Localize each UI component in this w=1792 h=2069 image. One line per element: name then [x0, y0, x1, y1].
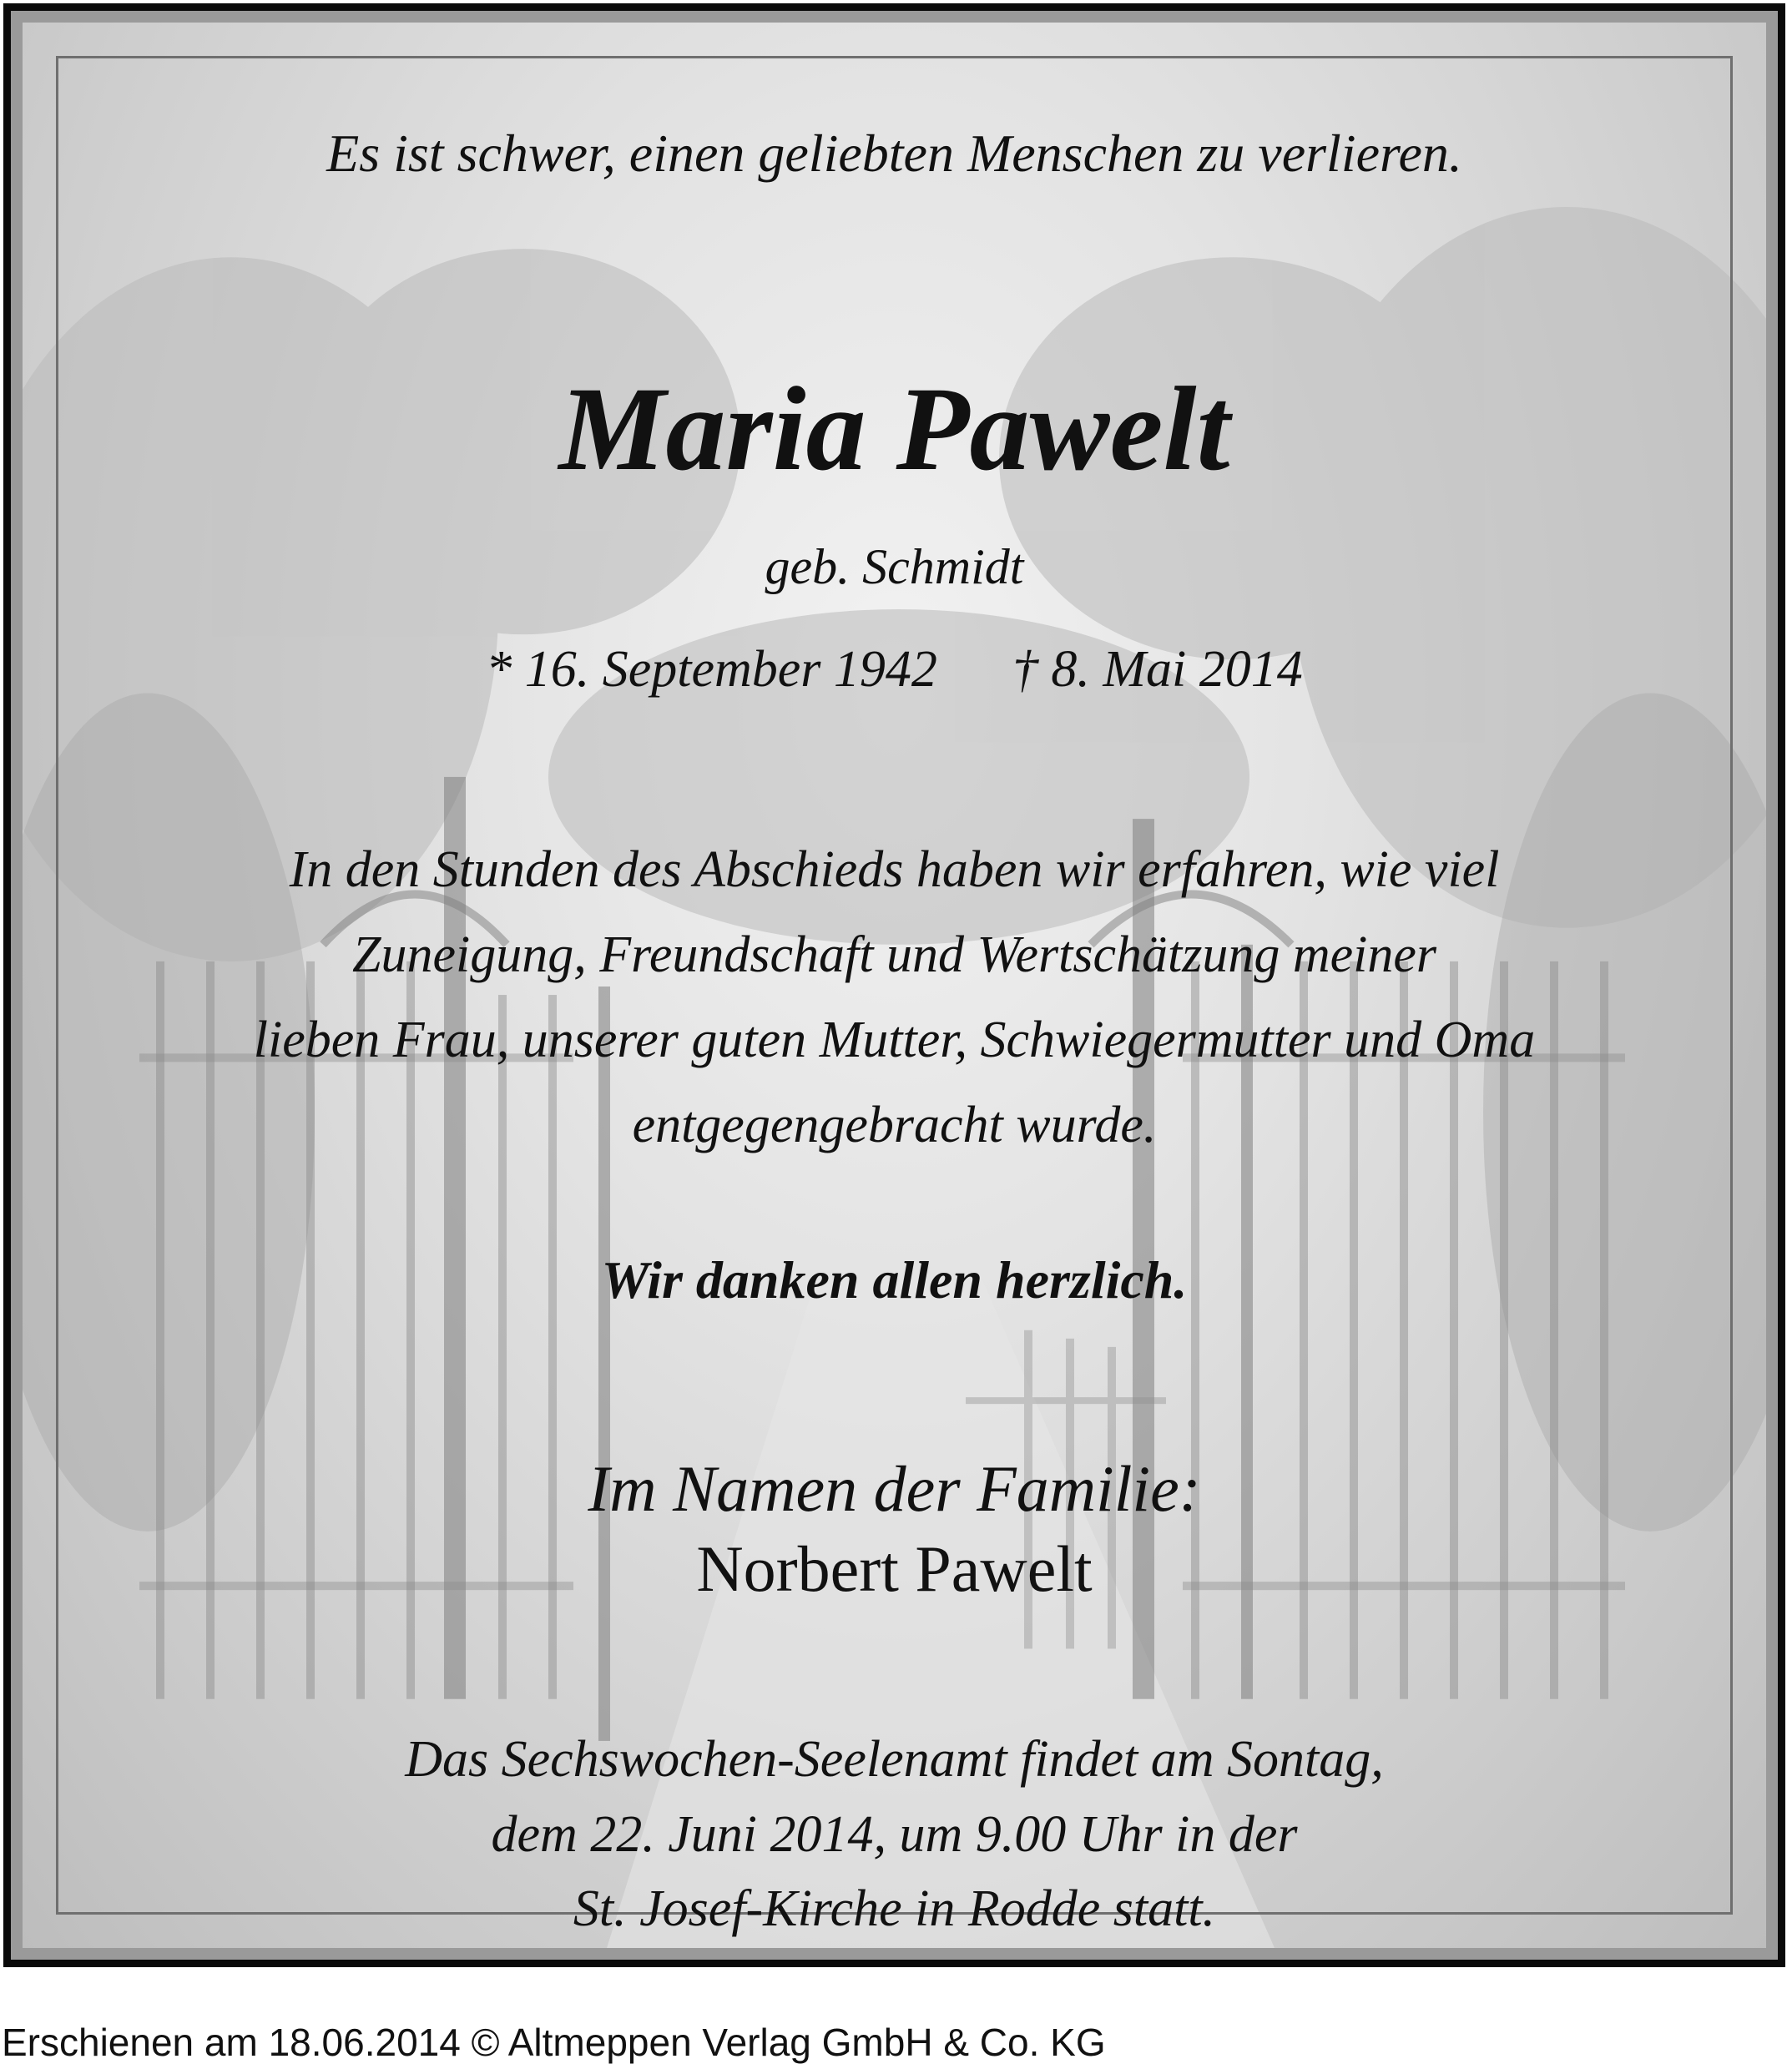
death-date: † 8. Mai 2014 [1012, 641, 1303, 698]
body-line: lieben Frau, unserer guten Mutter, Schwiegermutter und Oma [253, 1012, 1536, 1068]
background-photo [23, 23, 1766, 1948]
birth-name: geb. Schmidt [765, 539, 1024, 594]
service-info-line: dem 22. Juni 2014, um 9.00 Uhr in der [491, 1806, 1298, 1863]
body-line: In den Stunden des Abschieds haben wir erfahren, wie viel [289, 841, 1500, 898]
obituary-frame [3, 3, 1785, 1967]
deceased-name: Maria Pawelt [558, 363, 1230, 496]
body-line: entgegengebracht wurde. [632, 1097, 1157, 1153]
life-dates [23, 640, 1766, 699]
birth-date: * 16. September 1942 [486, 641, 937, 698]
family-intro: Im Namen der Familie: [588, 1452, 1201, 1525]
service-info-line: St. Josef-Kirche in Rodde statt. [573, 1880, 1216, 1937]
family-signature: Norbert Pawelt [696, 1532, 1093, 1605]
intro-quote: Es ist schwer, einen geliebten Menschen zu verlieren. [326, 124, 1462, 183]
body-line: Zuneigung, Freundschaft und Wertschätzung meiner [351, 926, 1437, 983]
service-info-line: Das Sechswochen-Seelenamt findet am Sontag, [405, 1731, 1384, 1788]
publication-footer: Erschienen am 18.06.2014 © Altmeppen Verlag GmbH & Co. KG [2, 2021, 1106, 2064]
obituary-text [23, 23, 1766, 1948]
thanks-line: Wir danken allen herzlich. [601, 1250, 1188, 1310]
